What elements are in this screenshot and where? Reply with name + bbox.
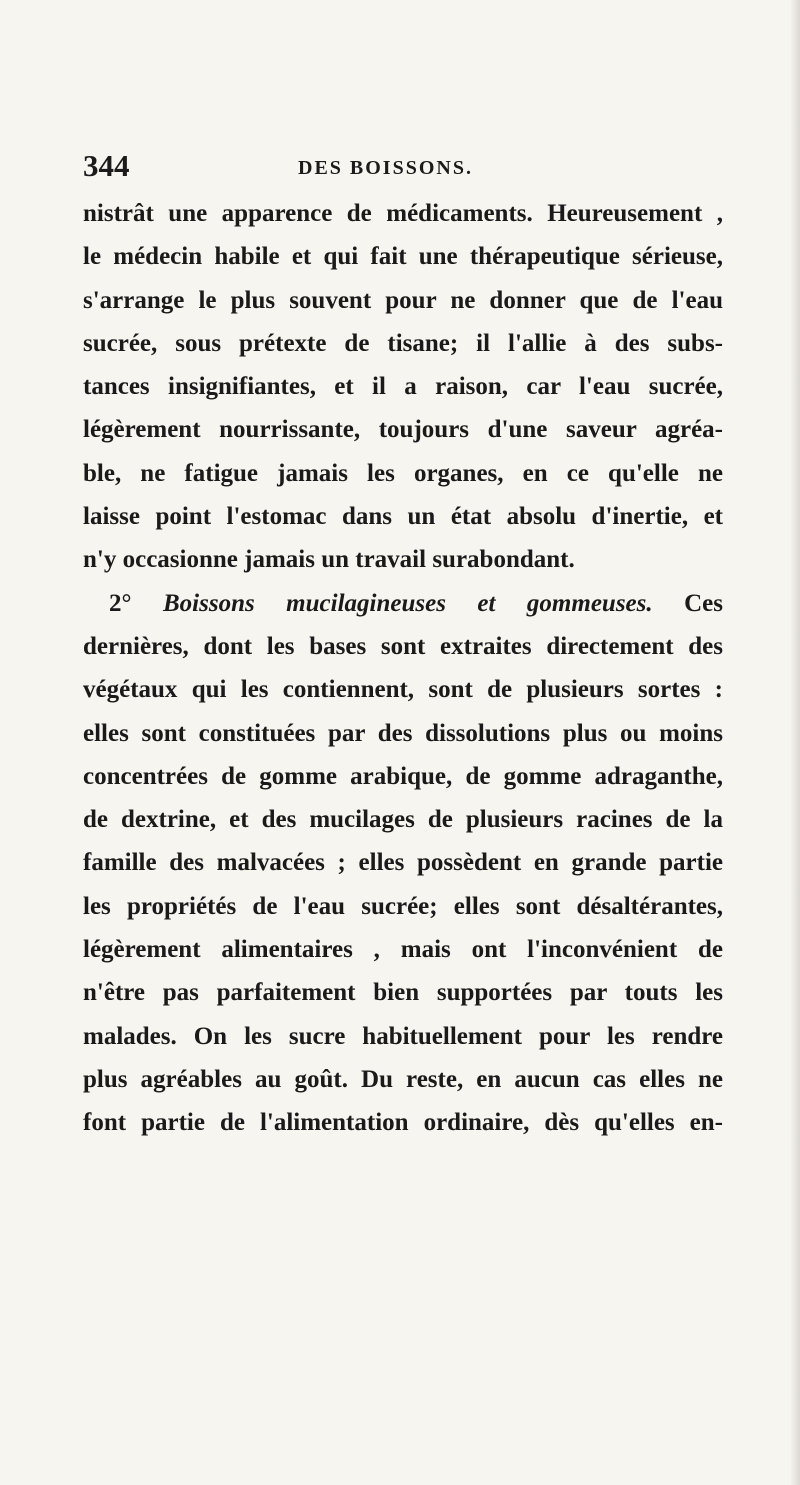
page-header [83, 148, 723, 192]
section-heading-line [83, 582, 723, 625]
section-title: Boissons mucilagineuses et gommeuses. [162, 589, 653, 617]
text-line: légèrement alimentaires , mais ont l'inconvénient de [83, 936, 723, 964]
text-line: dernières, dont les bases sont extraites directement des [83, 632, 723, 660]
page-number: 344 [83, 148, 130, 183]
running-title: DES BOISSONS. [298, 157, 473, 179]
text-line: tances insignifiantes, et il a raison, car l'eau sucrée, [83, 373, 723, 401]
text-line: malades. On les sucre habituellement pour les rendre [83, 1022, 723, 1050]
text-line: nistrât une apparence de médicaments. Heureusement , [83, 200, 723, 227]
text-line: s'arrange le plus souvent pour ne donner que de l'eau [83, 286, 723, 314]
text-line: sucrée, sous prétexte de tisane; il l'allie à des subs- [83, 329, 723, 357]
text-line: n'être pas parfaitement bien supportées par touts les [83, 979, 723, 1007]
text-line: concentrées de gomme arabique, de gomme adraganthe, [83, 762, 723, 790]
text-line: végétaux qui les contiennent, sont de plusieurs sortes : [83, 676, 723, 704]
text-line: font partie de l'alimentation ordinaire, dès qu'elles en- [83, 1109, 723, 1137]
text-line: de dextrine, et des mucilages de plusieurs racines de la [83, 806, 723, 834]
text-line: plus agréables au goût. Du reste, en aucun cas elles ne [83, 1065, 723, 1093]
text-line: le médecin habile et qui fait une thérapeutique sérieuse, [83, 243, 723, 271]
text-line: n'y occasionne jamais un travail surabondant. [83, 546, 575, 574]
text-line: les propriétés de l'eau sucrée; elles sont désaltérantes, [83, 892, 723, 920]
body-text [83, 192, 723, 1145]
text-line: ble, ne fatigue jamais les organes, en ce qu'elle ne [83, 459, 723, 487]
section-continuation: Ces [684, 589, 723, 617]
section-number: 2° [109, 589, 132, 617]
text-line: légèrement nourrissante, toujours d'une saveur agréa- [83, 416, 723, 444]
text-line: famille des malvacées ; elles possèdent en grande partie [83, 849, 723, 877]
page-edge-shadow [790, 0, 800, 1485]
text-line: elles sont constituées par des dissolutions plus ou moins [83, 719, 723, 747]
text-line: laisse point l'estomac dans un état absolu d'inertie, et [83, 503, 723, 531]
